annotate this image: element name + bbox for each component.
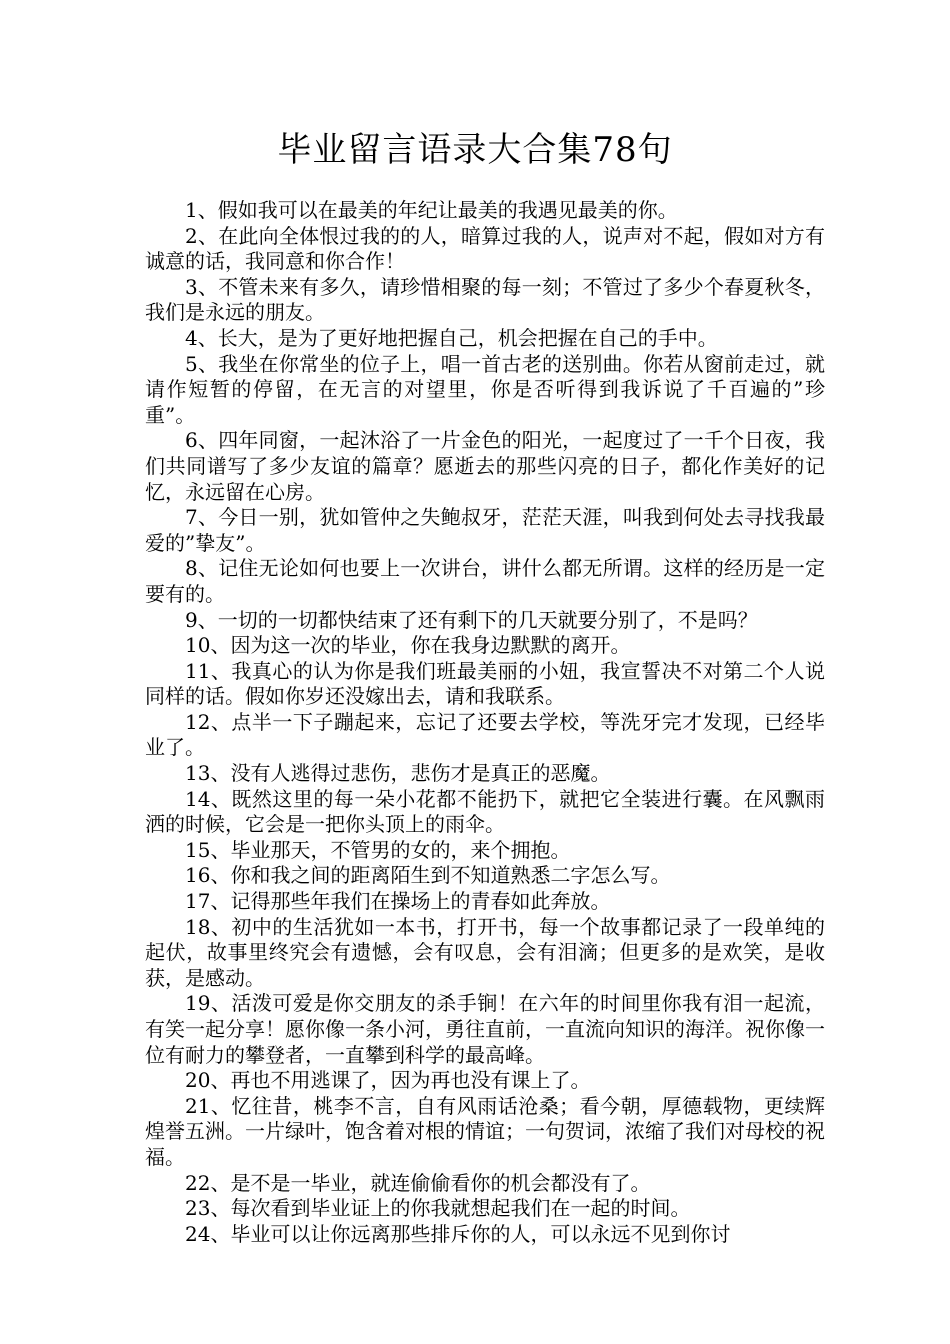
paragraph-2: 2、在此向全体恨过我的的人，暗算过我的人，说声对不起，假如对方有诚意的话，我同意和你合作！ — [145, 223, 825, 274]
paragraph-20: 20、再也不用逃课了，因为再也没有课上了。 — [185, 1068, 591, 1093]
paragraph-8: 8、记住无论如何也要上一次讲台，讲什么都无所谓。这样的经历是一定要有的。 — [145, 556, 825, 606]
paragraph-10: 10、因为这一次的毕业，你在我身边默默的离开。 — [185, 633, 631, 658]
paragraph-15: 15、毕业那天，不管男的女的，来个拥抱。 — [185, 837, 571, 862]
paragraph-1: 1、假如我可以在最美的年纪让最美的我遇见最美的你。 — [185, 198, 678, 222]
paragraph-18: 18、初中的生活犹如一本书，打开书，每一个故事都记录了一段单纯的起伏，故事里终究会有遗憾，会有叹息，会有泪滴；但更多的是欢笑，是收获，是感动。 — [145, 914, 825, 990]
paragraph-11: 11、我真心的认为你是我们班最美丽的小妞，我宣誓决不对第二个人说同样的话。假如你岁还没嫁出去，请和我联系。 — [145, 658, 825, 709]
paragraph-17: 17、记得那些年我们在操场上的青春如此奔放。 — [185, 889, 611, 914]
paragraph-9: 9、一切的一切都快结束了还有剩下的几天就要分别了，不是吗？ — [185, 607, 758, 632]
paragraph-13: 13、没有人逃得过悲伤，悲伤才是真正的恶魔。 — [185, 761, 611, 786]
paragraph-5: 5、我坐在你常坐的位子上，唱一首古老的送别曲。你若从窗前走过，就请作短暂的停留，在无言的对望里，你是否听得到我诉说了千百遍的”珍重”。 — [145, 351, 825, 427]
paragraph-24: 24、毕业可以让你远离那些排斥你的人，可以永远不见到你讨 — [185, 1221, 731, 1246]
paragraph-23: 23、每次看到毕业证上的你我就想起我们在一起的时间。 — [185, 1196, 691, 1221]
paragraph-14: 14、既然这里的每一朵小花都不能扔下，就把它全装进行囊。在风飘雨洒的时候，它会是一把你头顶上的雨伞。 — [145, 786, 825, 837]
paragraph-3: 3、不管未来有多久，请珍惜相聚的每一刻；不管过了多少个春夏秋冬，我们是永远的朋友。 — [145, 274, 825, 325]
paragraph-19: 19、活泼可爱是你交朋友的杀手锏！在六年的时间里你我有泪一起流，有笑一起分享！愿你像一条小河，勇往直前，一直流向知识的海洋。祝你像一位有耐力的攀登者，一直攀到科学的最高峰。 — [145, 991, 825, 1067]
paragraph-12: 12、点半一下子蹦起来，忘记了还要去学校，等洗牙完才发现，已经毕业了。 — [145, 709, 825, 760]
paragraph-16: 16、你和我之间的距离陌生到不知道熟悉二字怎么写。 — [185, 863, 671, 888]
paragraph-21: 21、忆往昔，桃李不言，自有风雨话沧桑；看今朝，厚德载物，更续辉煌誉五洲。一片绿叶，饱含着对根的情谊；一句贺词，浓缩了我们对母校的祝福。 — [145, 1093, 825, 1169]
paragraph-7: 7、今日一别，犹如管仲之失鲍叔牙，茫茫天涯，叫我到何处去寻找我最爱的”挚友”。 — [145, 505, 825, 555]
paragraph-22: 22、是不是一毕业，就连偷偷看你的机会都没有了。 — [185, 1170, 651, 1195]
document-body — [145, 198, 825, 1247]
document-title: 毕业留言语录大合集78句 — [277, 130, 673, 170]
paragraph-4: 4、长大，是为了更好地把握自己，机会把握在自己的手中。 — [185, 325, 718, 350]
paragraph-6: 6、四年同窗，一起沐浴了一片金色的阳光，一起度过了一千个日夜，我们共同谱写了多少友谊的篇章？愿逝去的那些闪亮的日子，都化作美好的记忆，永远留在心房。 — [145, 428, 825, 504]
